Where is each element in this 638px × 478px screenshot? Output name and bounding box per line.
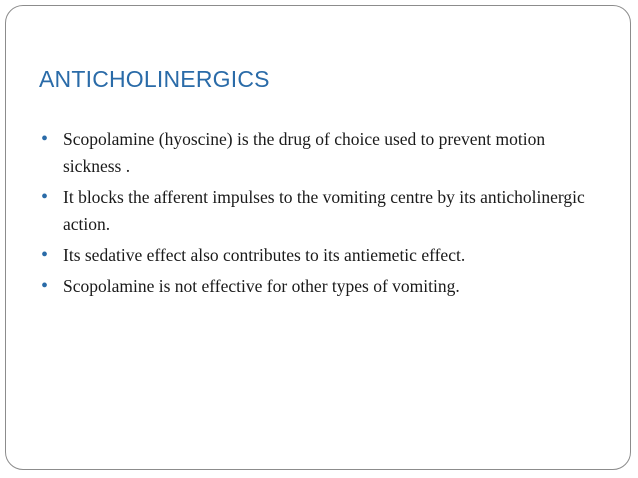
bullet-text: Scopolamine is not effective for other types of vomiting. — [63, 276, 460, 296]
bullet-item — [39, 126, 599, 180]
slide-title: ANTICHOLINERGICS — [39, 66, 270, 92]
bullet-icon: • — [41, 128, 49, 150]
bullet-item — [39, 273, 599, 300]
bullet-icon: • — [41, 244, 49, 266]
bullet-item — [39, 184, 599, 238]
bullet-icon: • — [41, 186, 49, 208]
bullet-text: Its sedative effect also contributes to its antiemetic effect. — [63, 245, 466, 265]
bullet-text: Scopolamine (hyoscine) is the drug of choice used to prevent motion sickness . — [63, 129, 546, 176]
bullet-list — [39, 126, 599, 304]
bullet-item — [39, 242, 599, 269]
slide-frame — [5, 5, 631, 470]
bullet-text: It blocks the afferent impulses to the vomiting centre by its anticholinergic action. — [63, 187, 585, 234]
bullet-icon: • — [41, 275, 49, 297]
